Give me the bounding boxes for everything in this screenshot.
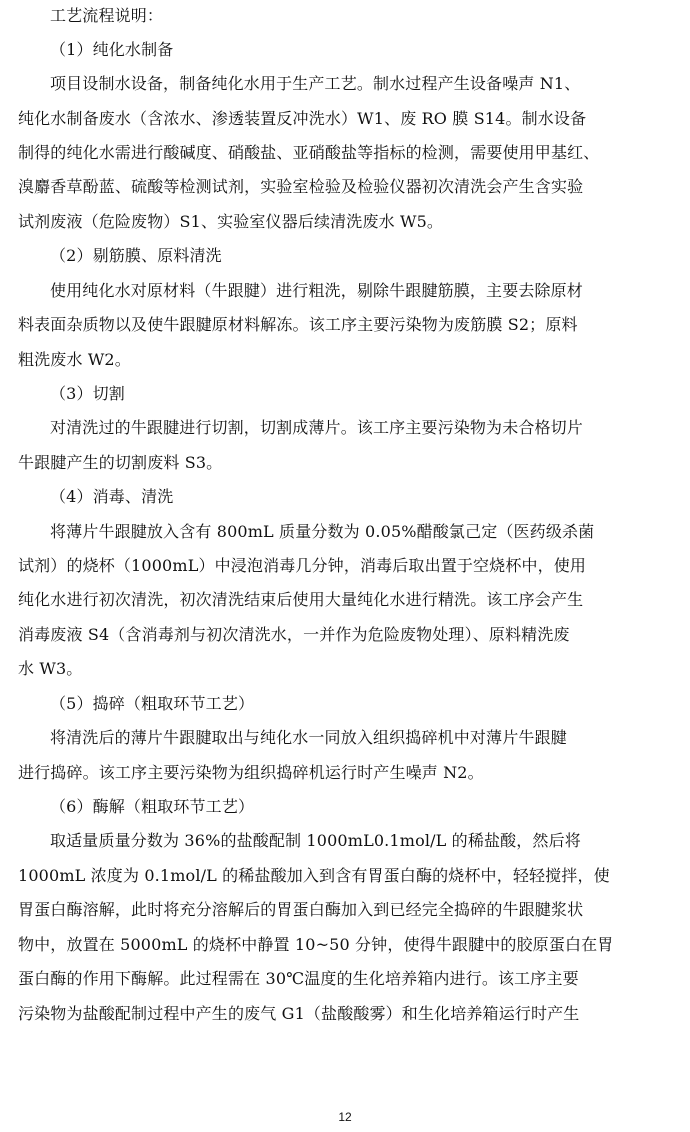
paragraph-line: 使用纯化水对原材料（牛跟腱）进行粗洗，剔除牛跟腱筋膜，主要去除原材 (50, 281, 583, 300)
paragraph-line: 粗洗废水 W2。 (18, 350, 131, 369)
paragraph-line: 牛跟腱产生的切割废料 S3。 (18, 453, 223, 472)
paragraph-line: 物中，放置在 5000mL 的烧杯中静置 10~50 分钟，使得牛跟腱中的胶原蛋白在胃 (18, 935, 614, 954)
paragraph-line: 将薄片牛跟腱放入含有 800mL 质量分数为 0.05%醋酸氯己定（医药级杀菌 (50, 522, 595, 541)
section-1-heading: （1）纯化水制备 (50, 40, 174, 59)
paragraph-line: 溴麝香草酚蓝、硫酸等检测试剂，实验室检验及检验仪器初次清洗会产生含实验 (18, 177, 584, 196)
paragraph-line: 试剂）的烧杯（1000mL）中浸泡消毒几分钟，消毒后取出置于空烧杯中，使用 (18, 556, 587, 575)
paragraph-line: 制得的纯化水需进行酸碱度、硝酸盐、亚硝酸盐等指标的检测，需要使用甲基红、 (18, 143, 600, 162)
paragraph-line: 水 W3。 (18, 659, 83, 678)
paragraph-line: 消毒废液 S4（含消毒剂与初次清洗水，一并作为危险废物处理）、原料精洗废 (18, 625, 570, 644)
paragraph-line: 进行捣碎。该工序主要污染物为组织捣碎机运行时产生噪声 N2。 (18, 763, 484, 782)
paragraph-line: 纯化水进行初次清洗，初次清洗结束后使用大量纯化水进行精洗。该工序会产生 (18, 590, 584, 609)
section-2-heading: （2）剔筋膜、原料清洗 (50, 246, 222, 265)
paragraph-line: 对清洗过的牛跟腱进行切割，切割成薄片。该工序主要污染物为未合格切片 (50, 418, 583, 437)
paragraph-line: 污染物为盐酸配制过程中产生的废气 G1（盐酸酸雾）和生化培养箱运行时产生 (18, 1004, 580, 1023)
section-4-heading: （4）消毒、清洗 (50, 487, 174, 506)
paragraph-line: 将清洗后的薄片牛跟腱取出与纯化水一同放入组织捣碎机中对薄片牛跟腱 (50, 728, 567, 747)
paragraph-line: 1000mL 浓度为 0.1mol/L 的稀盐酸加入到含有胃蛋白酶的烧杯中，轻轻搅拌，使 (18, 866, 610, 885)
paragraph-line: 项目设制水设备，制备纯化水用于生产工艺。制水过程产生设备噪声 N1、 (50, 74, 581, 93)
paragraph-line: 料表面杂质物以及使牛跟腱原材料解冻。该工序主要污染物为废筋膜 S2；原料 (18, 315, 578, 334)
paragraph-line: 蛋白酶的作用下酶解。此过程需在 30℃温度的生化培养箱内进行。该工序主要 (18, 969, 579, 988)
section-5-heading: （5）捣碎（粗取环节工艺） (50, 694, 255, 713)
paragraph-line: 取适量质量分数为 36%的盐酸配制 1000mL0.1mol/L 的稀盐酸，然后将 (50, 831, 581, 850)
page-number: 12 (338, 1110, 352, 1124)
paragraph-line: 试剂废液（危险废物）S1、实验室仪器后续清洗废水 W5。 (18, 212, 444, 231)
doc-title: 工艺流程说明： (50, 6, 164, 25)
paragraph-line: 胃蛋白酶溶解，此时将充分溶解后的胃蛋白酶加入到已经完全捣碎的牛跟腱浆状 (18, 900, 584, 919)
section-3-heading: （3）切割 (50, 384, 125, 403)
section-6-heading: （6）酶解（粗取环节工艺） (50, 797, 255, 816)
paragraph-line: 纯化水制备废水（含浓水、渗透装置反冲洗水）W1、废 RO 膜 S14。制水设备 (18, 109, 587, 128)
